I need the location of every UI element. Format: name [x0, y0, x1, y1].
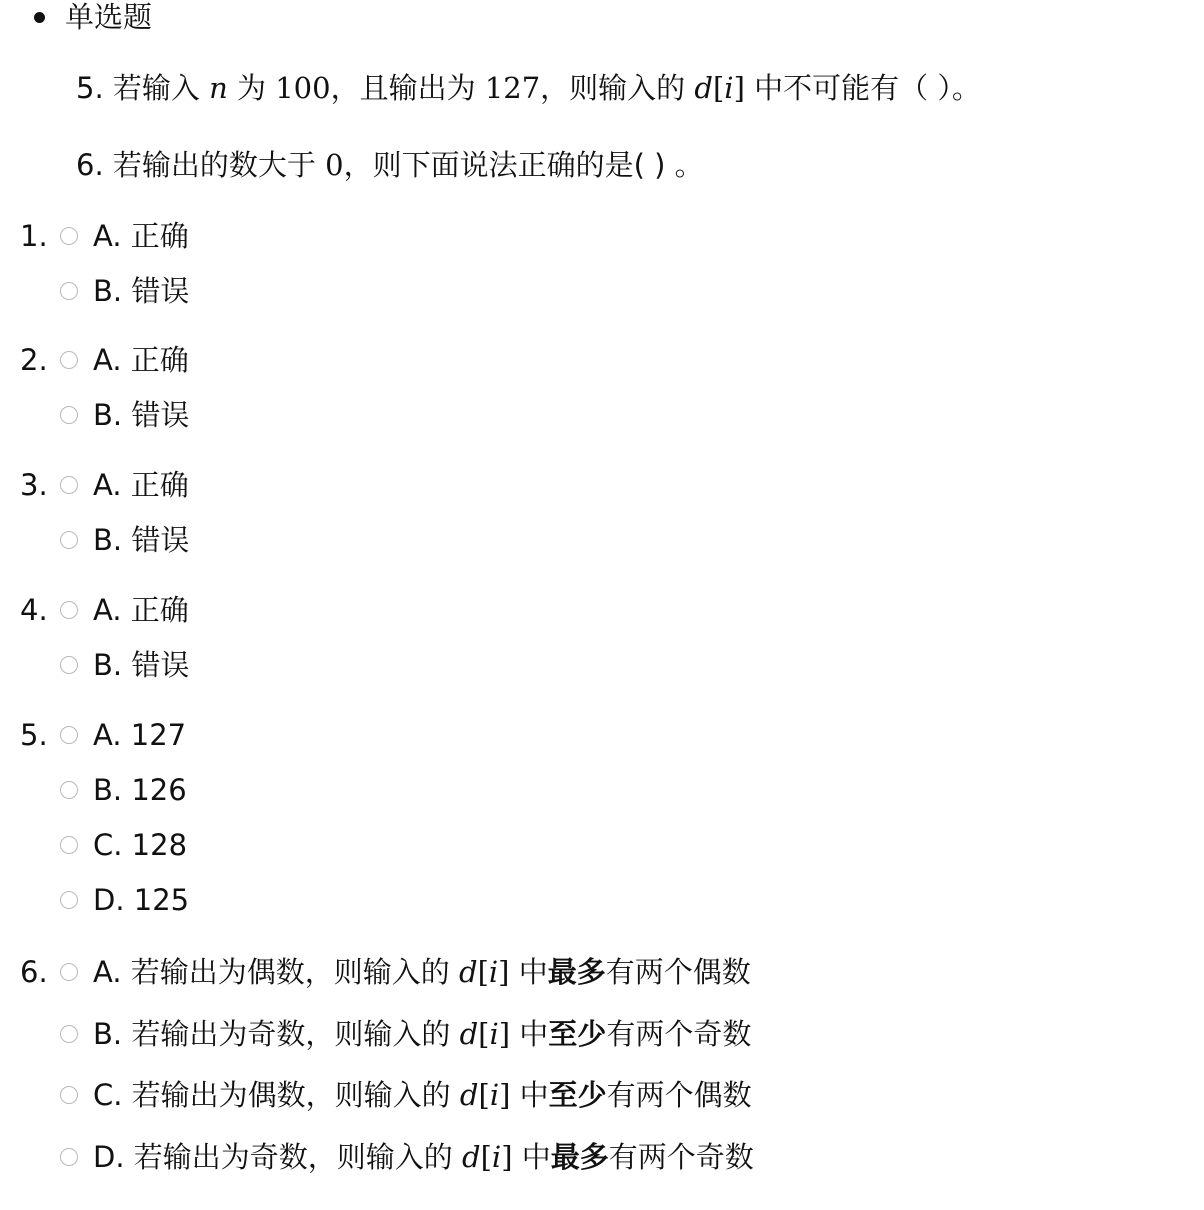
section-header [34, 0, 152, 34]
lbracket: [ [712, 71, 725, 105]
rbracket: ] [733, 71, 745, 105]
option-text-post: 有两个奇数 [606, 1017, 752, 1051]
option-5-c[interactable] [60, 825, 187, 865]
option-text-post: 有两个偶数 [605, 955, 751, 989]
option-label: B. 错误 [93, 523, 190, 557]
option-text-post: 有两个偶数 [606, 1078, 752, 1112]
num-100: 100 [275, 71, 331, 105]
q5-mid2: ，且输出为 [330, 71, 485, 105]
option-label: B. 错误 [93, 274, 190, 308]
num-0: 0 [325, 148, 344, 182]
var-i: i [489, 1078, 500, 1112]
section-title: 单选题 [65, 0, 153, 34]
radio-unchecked-icon[interactable] [60, 781, 78, 799]
q6-suffix: ，则下面说法正确的是( ) 。 [343, 148, 704, 182]
question-5-text [76, 68, 981, 108]
option-text-pre: A. 若输出为偶数，则输入的 [93, 955, 459, 989]
rbracket: ] [499, 1078, 511, 1112]
radio-unchecked-icon[interactable] [60, 963, 78, 981]
option-3-b[interactable] [60, 520, 189, 560]
bullet-dot-icon [34, 12, 45, 23]
option-text-mid: 中 [512, 1140, 551, 1174]
var-d: d [694, 71, 713, 105]
radio-unchecked-icon[interactable] [60, 227, 78, 245]
option-6-d[interactable] [60, 1137, 754, 1177]
var-i: i [491, 1140, 502, 1174]
radio-unchecked-icon[interactable] [60, 476, 78, 494]
option-label: B. 126 [93, 773, 187, 807]
answer-number: 2. [20, 343, 48, 377]
lbracket: [ [478, 1078, 490, 1112]
option-5-b[interactable] [60, 770, 187, 810]
answer-number: 6. [20, 955, 48, 989]
option-label: B. 错误 [93, 648, 190, 682]
var-i: i [488, 955, 499, 989]
radio-unchecked-icon[interactable] [60, 531, 78, 549]
var-n: n [209, 71, 228, 105]
q5-mid3: ，则输入的 [540, 71, 695, 105]
option-label: A. 正确 [93, 219, 189, 253]
rbracket: ] [498, 955, 510, 989]
option-label: A. 正确 [93, 593, 189, 627]
radio-unchecked-icon[interactable] [60, 891, 78, 909]
option-label [93, 1014, 751, 1054]
option-label [93, 952, 751, 992]
radio-unchecked-icon[interactable] [60, 1086, 78, 1104]
option-label: C. 128 [93, 828, 188, 862]
math-d-i [459, 955, 510, 989]
option-text-mid: 中 [509, 955, 548, 989]
q5-mid1: 为 [227, 71, 276, 105]
q6-prefix: 6. 若输出的数大于 [76, 148, 326, 182]
option-label: B. 错误 [93, 398, 190, 432]
option-3-a[interactable] [60, 465, 189, 505]
option-text-bold: 最多 [547, 955, 606, 989]
option-1-a[interactable] [60, 216, 189, 256]
option-5-a[interactable] [60, 715, 186, 755]
var-d: d [459, 1078, 479, 1112]
option-label: D. 125 [93, 883, 190, 917]
math-n [209, 71, 228, 105]
option-2-b[interactable] [60, 395, 189, 435]
math-d-i [460, 1017, 511, 1051]
option-4-b[interactable] [60, 645, 189, 685]
radio-unchecked-icon[interactable] [60, 1148, 78, 1166]
rbracket: ] [501, 1140, 513, 1174]
var-d: d [458, 955, 478, 989]
option-text-pre: C. 若输出为偶数，则输入的 [93, 1078, 460, 1112]
option-5-d[interactable] [60, 880, 189, 920]
var-d: d [462, 1140, 481, 1174]
var-d: d [459, 1017, 479, 1051]
answer-number: 1. [20, 219, 48, 253]
option-label: A. 127 [93, 718, 187, 752]
lbracket: [ [478, 1017, 490, 1051]
option-6-a[interactable] [60, 952, 751, 992]
option-label [93, 1075, 752, 1115]
option-text-bold: 至少 [548, 1017, 607, 1051]
math-d-i [462, 1140, 513, 1174]
math-d-i [694, 71, 745, 105]
radio-unchecked-icon[interactable] [60, 601, 78, 619]
option-6-c[interactable] [60, 1075, 752, 1115]
option-label: A. 正确 [93, 343, 189, 377]
option-2-a[interactable] [60, 340, 189, 380]
radio-unchecked-icon[interactable] [60, 406, 78, 424]
option-text-mid: 中 [510, 1017, 549, 1051]
radio-unchecked-icon[interactable] [60, 351, 78, 369]
answer-number: 4. [20, 593, 48, 627]
lbracket: [ [480, 1140, 492, 1174]
var-i: i [724, 71, 734, 105]
option-6-b[interactable] [60, 1014, 751, 1054]
answer-number: 5. [20, 718, 48, 752]
option-text-mid: 中 [510, 1078, 549, 1112]
radio-unchecked-icon[interactable] [60, 656, 78, 674]
option-text-post: 有两个奇数 [608, 1140, 754, 1174]
lbracket: [ [477, 955, 489, 989]
radio-unchecked-icon[interactable] [60, 836, 78, 854]
option-text-bold: 最多 [550, 1140, 609, 1174]
option-1-b[interactable] [60, 271, 189, 311]
option-text-pre: B. 若输出为奇数，则输入的 [93, 1017, 460, 1051]
option-label [93, 1137, 754, 1177]
num-127: 127 [484, 71, 541, 105]
var-i: i [489, 1017, 499, 1051]
math-d-i [460, 1078, 511, 1112]
radio-unchecked-icon[interactable] [60, 282, 78, 300]
answer-number: 3. [20, 468, 48, 502]
radio-unchecked-icon[interactable] [60, 1025, 78, 1043]
radio-unchecked-icon[interactable] [60, 726, 78, 744]
option-text-pre: D. 若输出为奇数，则输入的 [93, 1140, 462, 1174]
option-4-a[interactable] [60, 590, 189, 630]
option-text-bold: 至少 [548, 1078, 607, 1112]
option-label: A. 正确 [93, 468, 189, 502]
q5-prefix: 5. 若输入 [76, 71, 210, 105]
q5-suffix: 中不可能有（ ）。 [744, 71, 981, 105]
rbracket: ] [498, 1017, 511, 1051]
question-6-text [76, 145, 704, 185]
